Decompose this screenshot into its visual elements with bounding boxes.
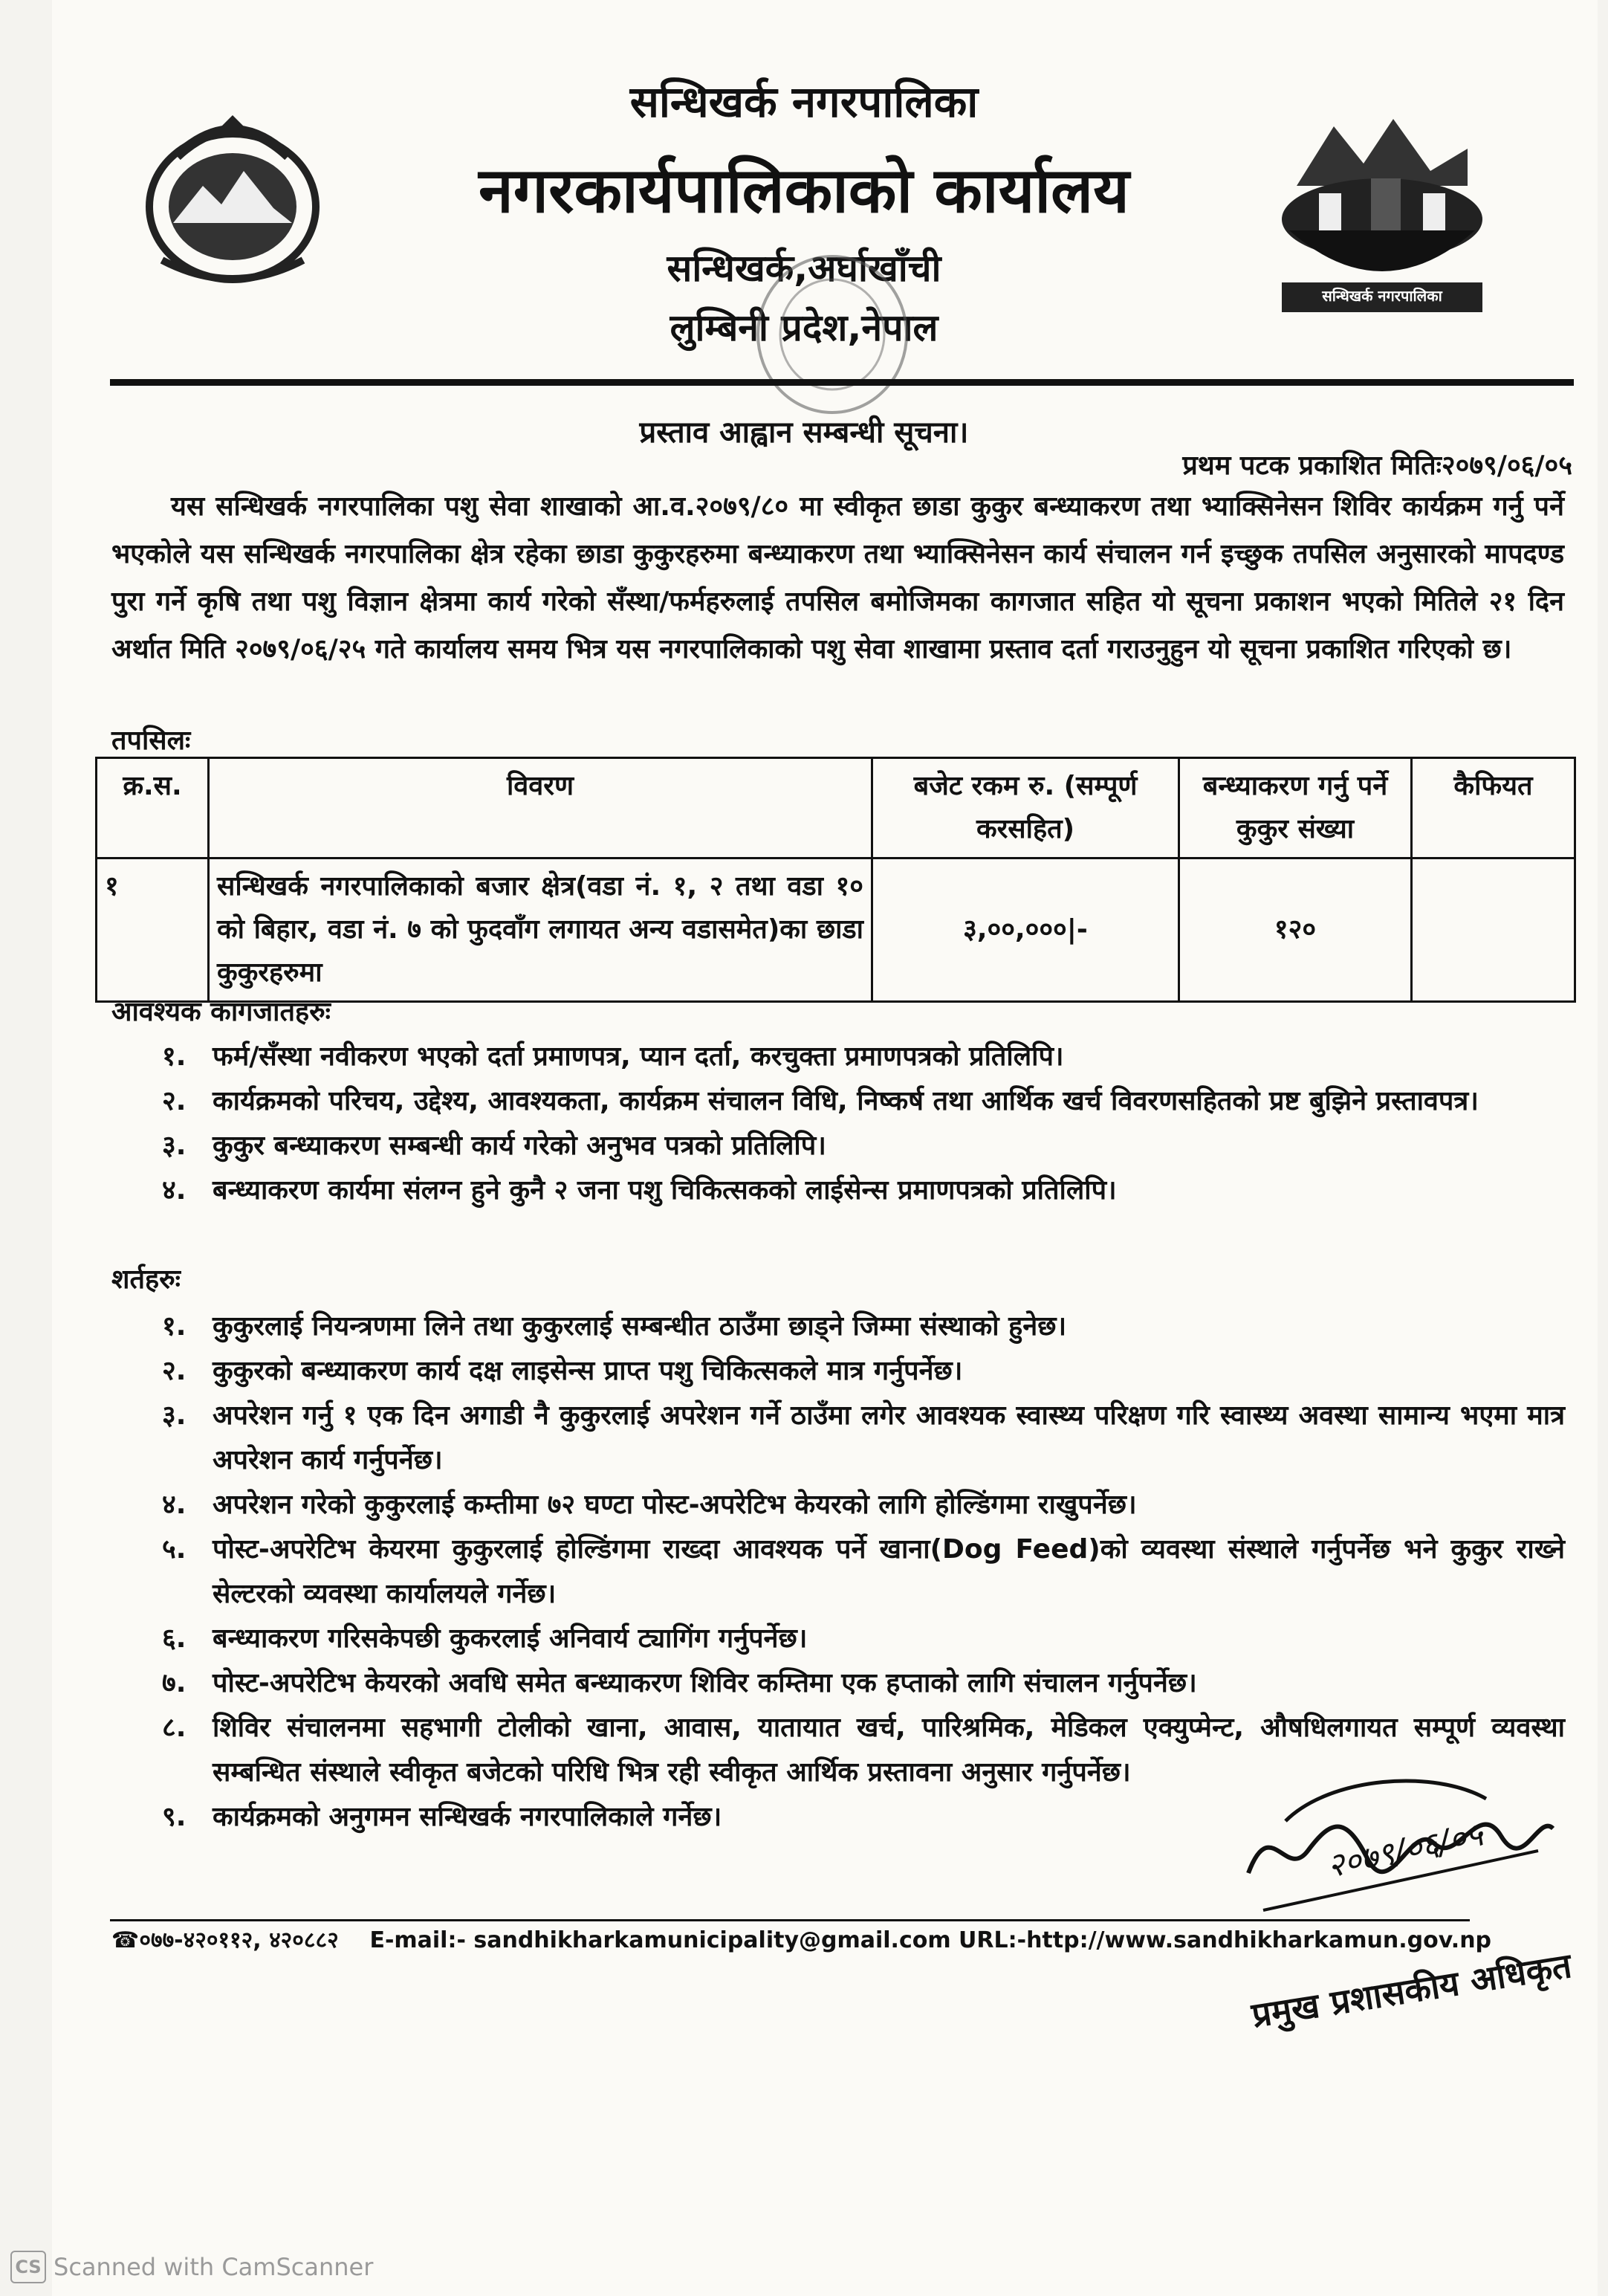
watermark-text: Scanned with CamScanner <box>54 2253 374 2281</box>
camscanner-icon: CS <box>10 2251 46 2283</box>
publication-date: प्रथम पटक प्रकाशित मितिः२०७९/०६/०५ <box>1182 450 1572 481</box>
list-item: १. फर्म/सँस्था नवीकरण भएको दर्ता प्रमाणपत्र, प्यान दर्ता, करचुक्ता प्रमाणपत्रको प्रतिलिपि। <box>162 1041 1064 1072</box>
cell-dog-count: १२० <box>1179 858 1412 1002</box>
list-item: ३. कुकुर बन्ध्याकरण सम्बन्धी कार्य गरेको अनुभव पत्रको प्रतिलिपि। <box>162 1131 826 1161</box>
footer-email-label: E-mail:- <box>369 1927 466 1953</box>
camscanner-watermark <box>0 2245 416 2289</box>
office-name: नगरकार्यपालिकाको कार्यालय <box>479 154 1129 227</box>
footer-url[interactable]: http://www.sandhikharkamun.gov.np <box>1026 1927 1492 1953</box>
list-item: ९. कार्यक्रमको अनुगमन सन्धिखर्क नगरपालिकाले गर्नेछ। <box>162 1802 722 1832</box>
logo-caption: सन्धिखर्क नगरपालिका <box>1322 287 1442 305</box>
header-rule <box>110 379 1574 386</box>
conditions-label: शर्तहरुः <box>111 1264 181 1295</box>
office-stamp-icon <box>750 249 914 420</box>
cell-budget: ३,००,०००|- <box>872 858 1179 1002</box>
list-item: ४. बन्ध्याकरण कार्यमा संलग्न हुने कुनै २ जना पशु चिकित्सकको लाईसेन्स प्रमाणपत्रको प्रतिलिपि। <box>162 1175 1117 1206</box>
notice-intro: यस सन्धिखर्क नगरपालिका पशु सेवा शाखाको आ.व.२०७९/८० मा स्वीकृत छाडा कुकुर बन्ध्याकरण तथा भ्याक्सिनेसन शिविर कार्यक्रम गर्नु पर्ने भएकोले यस सन्धिखर्क नगरपालिका क्षेत्र रहेका छाडा कुकुरहरुमा बन्ध्याकरण तथा भ्याक्सिनेसन कार्य संचालन गर्न इच्छुक तपसिल अनुसारको मापदण्ड पुरा गर्ने कृषि तथा पशु विज्ञान क्षेत्रमा कार्य गरेको सँस्था/फर्महरुलाई तपसिल बमोजिमका कागजात सहित यो सूचना प्रकाशन भएको मितिले २१ दिन अर्थात मिति २०७९/०६/२५ गते कार्यालय समय भित्र यस नगरपालिकाको पशु सेवा शाखामा प्रस्ताव दर्ता गराउनुहुन यो सूचना प्रकाशित गरिएको छ। <box>111 491 1564 664</box>
footer-phone: ०७७-४२०११२, ४२०८८२ <box>139 1927 339 1953</box>
address-line2: लुम्बिनी प्रदेश,नेपाल <box>670 306 938 349</box>
notice-title: प्रस्ताव आह्वान सम्बन्धी सूचना। <box>639 415 969 450</box>
phone-icon: ☎ <box>111 1927 140 1953</box>
header-budget: बजेट रकम रु. (सम्पूर्ण करसहित) <box>872 758 1179 858</box>
list-item: १. कुकुरलाई नियन्त्रणमा लिने तथा कुकुरलाई सम्बन्धीत ठाउँमा छाड्ने जिम्मा संस्थाको हुनेछ। <box>162 1311 1067 1342</box>
list-item: २. कुकुरको बन्ध्याकरण कार्य दक्ष लाइसेन्स प्राप्त पशु चिकित्सकले मात्र गर्नुपर्नेछ। <box>162 1356 963 1386</box>
footer-email[interactable]: sandhikharkamunicipality@gmail.com <box>473 1927 951 1953</box>
list-item: ६. बन्ध्याकरण गरिसकेपछी कुकरलाई अनिवार्य ट्यागिंग गर्नुपर्नेछ। <box>162 1623 808 1654</box>
org-name: सन्धिखर्क नगरपालिका <box>629 77 979 127</box>
table-header-row <box>97 758 1575 858</box>
header-sn: क्र.स. <box>97 758 209 858</box>
documents-list <box>162 1035 1565 1213</box>
footer-contact <box>111 1924 1491 1954</box>
table-row <box>97 858 1575 1002</box>
schedule-label: तपसिलः <box>111 725 191 756</box>
designation: प्रमुख प्रशासकीय अधिकृत <box>1248 1944 1575 2036</box>
signature-date: २०७९/०६/०५ <box>1323 1815 1487 1886</box>
conditions-list <box>162 1304 1565 1840</box>
list-item: ५. पोस्ट-अपरेटिभ केयरमा कुकुरलाई होल्डिंगमा राख्दा आवश्यक पर्ने खाना(Dog Feed)को व्यवस्था संस्थाले गर्नुपर्नेछ भने कुकुर राख्ने सेल्टरको व्यवस्था कार्यालयले गर्नेछ। <box>162 1534 1565 1609</box>
footer-url-label: URL:- <box>959 1927 1027 1953</box>
list-item: ८. शिविर संचालनमा सहभागी टोलीको खाना, आवास, यातायात खर्च, पारिश्रमिक, मेडिकल एक्युप्मेन्ट, औषधिलगायत सम्पूर्ण व्यवस्था सम्बन्धित संस्थाले स्वीकृत बजेटको परिधि भित्र रही स्वीकृत आर्थिक प्रस्तावना अनुसार गर्नुपर्नेछ। <box>162 1713 1565 1788</box>
schedule-table <box>95 757 1576 1003</box>
cell-remarks <box>1412 858 1575 1002</box>
footer-rule <box>110 1919 1470 1921</box>
documents-label: आवश्यक कागजातहरुः <box>111 997 331 1027</box>
list-item: ४. अपरेशन गरेको कुकुरलाई कम्तीमा ७२ घण्टा पोस्ट-अपरेटिभ केयरको लागि होल्डिंगमा राखुपर्नेछ। <box>162 1490 1137 1520</box>
address-line1: सन्धिखर्क,अर्घाखाँची <box>667 247 941 290</box>
header-description: विवरण <box>209 758 872 858</box>
header-remarks: कैफियत <box>1412 758 1575 858</box>
list-item: ३. अपरेशन गर्नु १ एक दिन अगाडी नै कुकुरलाई अपरेशन गर्ने ठाउँमा लगेर आवश्यक स्वास्थ्य परिक्षण गरि स्वास्थ्य अवस्था सामान्य भएमा मात्र अपरेशन कार्य गर्नुपर्नेछ। <box>162 1400 1566 1475</box>
list-item: २. कार्यक्रमको परिचय, उद्देश्य, आवश्यकता, कार्यक्रम संचालन विधि, निष्कर्ष तथा आर्थिक खर्च विवरणसहितको प्रष्ट बुझिने प्रस्तावपत्र। <box>162 1086 1479 1116</box>
header-dog-count: बन्ध्याकरण गर्नु पर्ने कुकुर संख्या <box>1179 758 1412 858</box>
cell-sn: १ <box>97 858 209 1002</box>
cell-description: सन्धिखर्क नगरपालिकाको बजार क्षेत्र(वडा नं. १, २ तथा वडा १० को बिहार, वडा नं. ७ को फुदवाँग लगायत अन्य वडासमेत)का छाडा कुकुरहरुमा <box>209 858 872 1002</box>
list-item: ७. पोस्ट-अपरेटिभ केयरको अवधि समेत बन्ध्याकरण शिविर कम्तिमा एक हप्ताको लागि संचालन गर्नुपर्नेछ। <box>162 1668 1197 1698</box>
